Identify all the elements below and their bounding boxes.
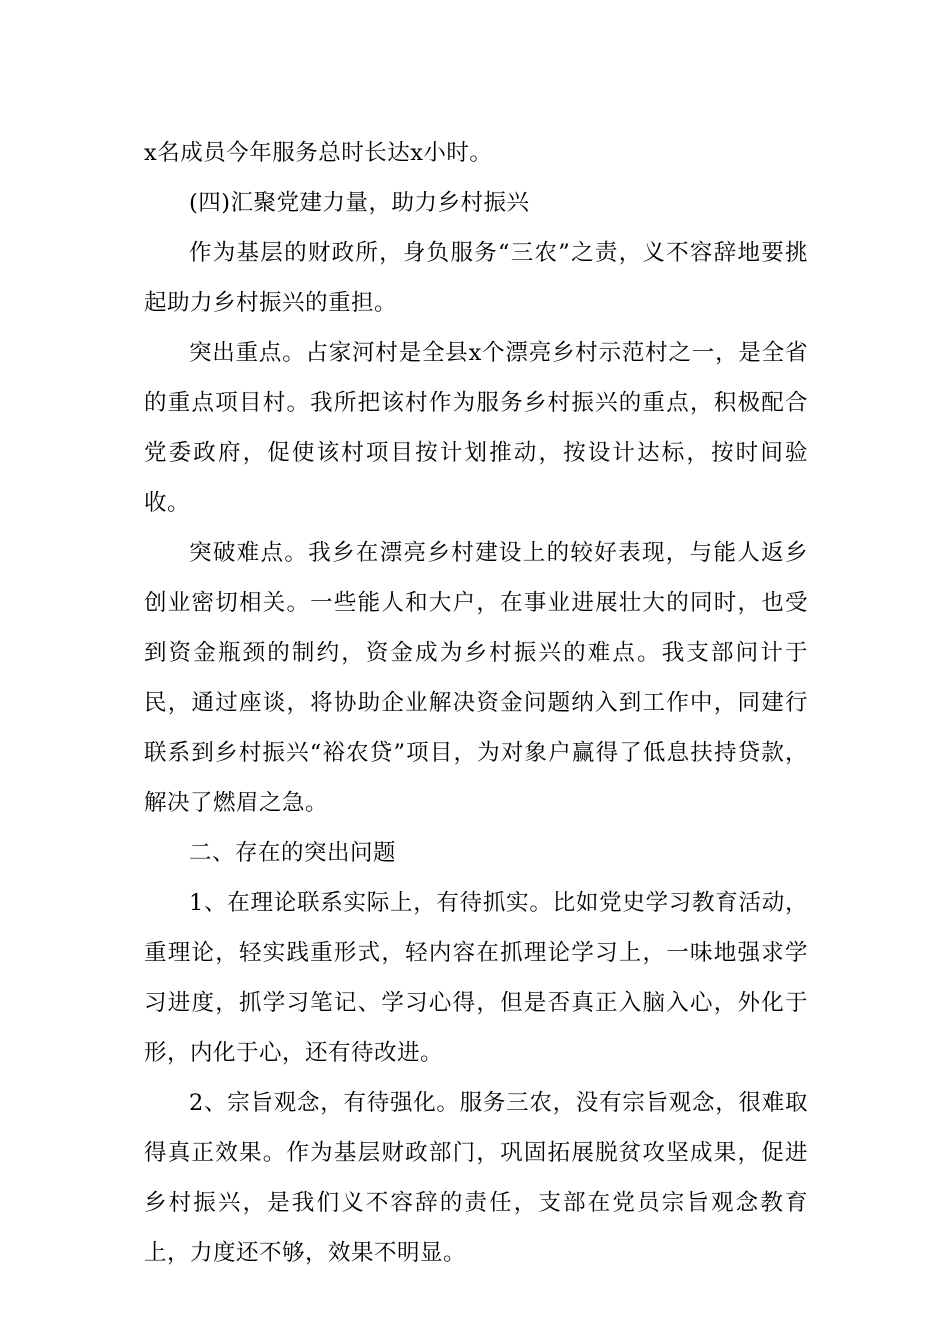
- paragraph: 突破难点。我乡在漂亮乡村建设上的较好表现，与能人返乡创业密切相关。一些能人和大户，在事业进展壮大的同时，也受到资金瓶颈的制约，资金成为乡村振兴的难点。我支部问计于民，通过座谈，将协助企业解决资金问题纳入到工作中，同建行联系到乡村振兴“裕农贷”项目，为对象户赢得了低息扶持贷款，解决了燃眉之急。: [144, 540, 808, 816]
- paragraph: 2、宗旨观念，有待强化。服务三农，没有宗旨观念，很难取得真正效果。作为基层财政部门，巩固拓展脱贫攻坚成果，促进乡村振兴，是我们义不容辞的责任，支部在党员宗旨观念教育上，力度还不够，效果不明显。: [144, 1090, 808, 1266]
- paragraph-continuation: x名成员今年服务总时长达x小时。: [144, 140, 493, 166]
- paragraph: 1、在理论联系实际上，有待抓实。比如党史学习教育活动，重理论，轻实践重形式，轻内容在抓理论学习上，一味地强求学习进度，抓学习笔记、学习心得，但是否真正入脑入心，外化于形，内化于心，还有待改进。: [144, 890, 808, 1066]
- paragraph: 突出重点。占家河村是全县x个漂亮乡村示范村之一，是全省的重点项目村。我所把该村作为服务乡村振兴的重点，积极配合党委政府，促使该村项目按计划推动，按设计达标，按时间验收。: [144, 340, 808, 516]
- section-heading-4: (四)汇聚党建力量，助力乡村振兴: [189, 190, 530, 216]
- document-body: [144, 128, 808, 1278]
- paragraph: 作为基层的财政所，身负服务“三农”之责，义不容辞地要挑起助力乡村振兴的重担。: [144, 240, 808, 316]
- section-heading-2: 二、存在的突出问题: [189, 840, 397, 866]
